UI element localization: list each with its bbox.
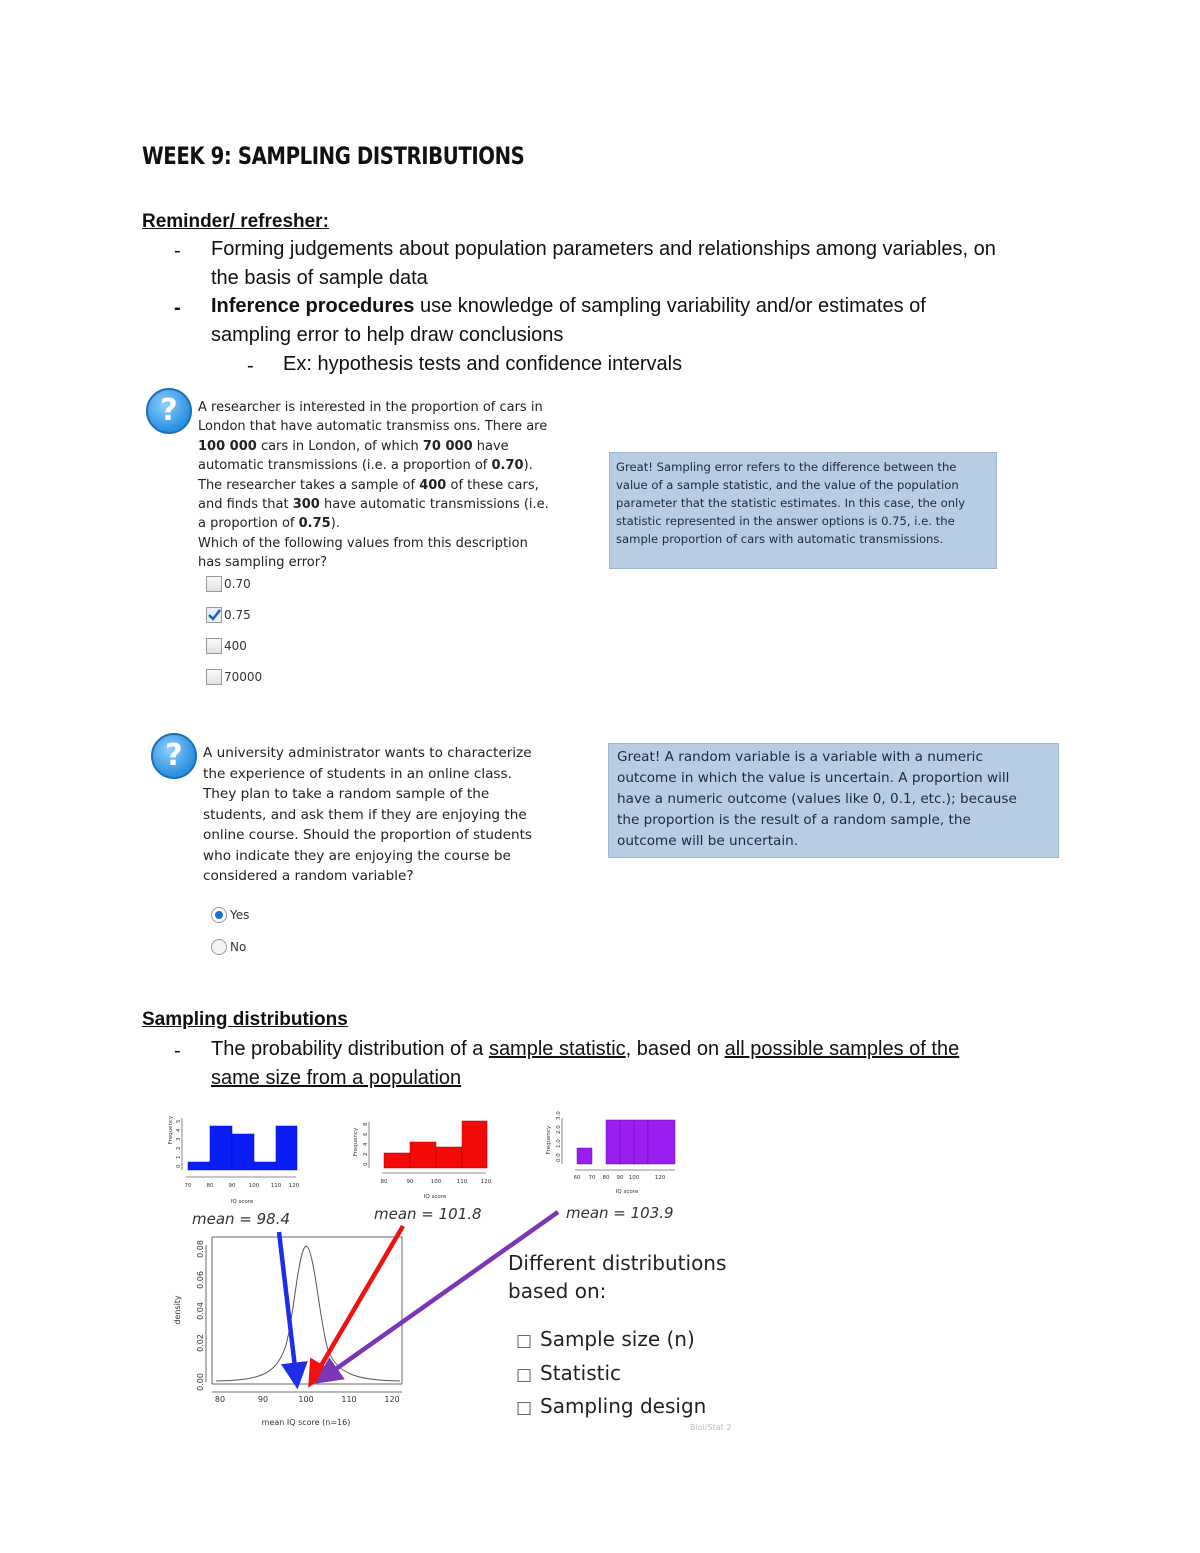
feedback-line: statistic represented in the answer options is 0.75, i.e. the (616, 514, 955, 528)
feedback-line: the proportion is the result of a random sample, the (617, 812, 971, 828)
hist-xlabel: IQ score (230, 1199, 254, 1205)
checkbox-icon: □ (516, 1398, 533, 1418)
tick: 0 (363, 1162, 369, 1166)
q1-line: has sampling error? (198, 555, 327, 571)
q1-line: automatic transmissions (i.e. a proportion of 0.70). (198, 458, 533, 474)
radio-dot (215, 911, 223, 919)
tick: 5 (176, 1119, 182, 1123)
tick: 110 (456, 1179, 468, 1185)
tick: 120 (654, 1175, 666, 1181)
feedback-line: outcome will be uncertain. (617, 833, 799, 849)
feedback-box-1 (609, 452, 997, 569)
question-icon: ? (151, 733, 197, 779)
plot-frame (212, 1237, 402, 1384)
density-curve (216, 1246, 400, 1381)
bar (634, 1120, 648, 1164)
radio-no[interactable] (211, 939, 227, 955)
tick: 3 (176, 1137, 182, 1141)
tick: 110 (270, 1183, 282, 1189)
bar (462, 1121, 487, 1168)
sub-bullet-dash: - (247, 355, 254, 377)
q1-line: a proportion of 0.75). (198, 516, 340, 532)
bar (606, 1120, 620, 1164)
tick: 80 (206, 1183, 214, 1189)
bar (210, 1126, 232, 1170)
diff-item: Sample size (n) (540, 1327, 695, 1351)
tick: 2.0 (556, 1125, 562, 1134)
bullet-1-line-2: the basis of sample data (211, 267, 428, 289)
diff-item: Sampling design (540, 1394, 707, 1418)
tick: 0.0 (556, 1153, 562, 1162)
feedback-line: value of a sample statistic, and the value of the population (616, 478, 959, 492)
density-plot (173, 1237, 402, 1427)
tick: 90 (257, 1395, 269, 1404)
bullet-1-line-1: Forming judgements about population parameters and relationships among variables, on (211, 238, 996, 260)
feedback-line: sample proportion of cars with automatic transmissions. (616, 532, 944, 546)
tick: 2 (176, 1146, 182, 1150)
density-xlabel: mean IQ score (n=16) (261, 1418, 351, 1427)
bar (188, 1162, 210, 1170)
sub-bullet: Ex: hypothesis tests and confidence intervals (283, 353, 683, 375)
q2-line: students, and ask them if they are enjoying the (203, 806, 527, 823)
checkbox-option-4[interactable] (206, 669, 222, 685)
tick: 90 (616, 1175, 624, 1181)
checkbox-option-1[interactable] (206, 576, 222, 592)
feedback-line: Great! Sampling error refers to the difference between the (616, 460, 957, 474)
tick: 80 (602, 1175, 610, 1181)
tick: 110 (341, 1395, 357, 1404)
radio-label: No (230, 940, 247, 954)
tick: 60 (573, 1175, 581, 1181)
sampling-heading: Sampling distributions (142, 1009, 348, 1030)
q1-line: Which of the following values from this description (198, 535, 528, 551)
sampling-definition: The probability distribution of a sample statistic, based on all possible samples of the same size from a population (211, 1038, 960, 1089)
bullet-2-bold: Inference procedures (211, 295, 415, 317)
bullet-2-rest: use knowledge of sampling variability and/or estimates of (414, 295, 926, 317)
hist-ylabel: Frequency (353, 1127, 359, 1157)
q2-line: the experience of students in an online class. (203, 765, 512, 782)
feedback-line: parameter that the statistic estimates. In this case, the only (616, 496, 966, 510)
tick: 0 (176, 1164, 182, 1168)
bar (276, 1126, 297, 1170)
checkbox-option-2-checked[interactable] (206, 607, 222, 623)
diff-heading-line-2: based on: (508, 1279, 607, 1303)
tick: 90 (228, 1183, 236, 1189)
feedback-line: Great! A random variable is a variable with a numeric (617, 749, 983, 765)
bullet-dash: - (174, 1040, 181, 1062)
question-1-text (198, 398, 578, 573)
bar (620, 1120, 634, 1164)
radio-label: Yes (230, 908, 250, 922)
reminder-heading: Reminder/ refresher: (142, 211, 329, 232)
checkbox-icon: □ (516, 1331, 533, 1351)
tick: 6 (363, 1132, 369, 1136)
page-title: WEEK 9: SAMPLING DISTRIBUTIONS (142, 142, 525, 170)
check-icon (207, 608, 221, 622)
q1-line: and finds that 300 have automatic transmissions (i.e. (198, 497, 549, 513)
tick: 3.0 (556, 1111, 562, 1120)
tick: 80 (380, 1179, 388, 1185)
histogram-red (353, 1121, 492, 1200)
bar (232, 1134, 254, 1170)
mean-label-blue: mean = 98.4 (192, 1210, 291, 1228)
feedback-line: outcome in which the value is uncertain. A proportion will (617, 770, 1010, 786)
bar (384, 1153, 410, 1168)
tick: 0.00 (196, 1373, 205, 1391)
bar (410, 1142, 436, 1168)
tick: 90 (406, 1179, 414, 1185)
tick: 120 (480, 1179, 492, 1185)
hist-xlabel: IQ score (615, 1189, 639, 1195)
diff-heading-line-1: Different distributions (508, 1251, 727, 1275)
hist-xlabel: IQ score (423, 1194, 447, 1200)
option-label: 400 (224, 639, 247, 653)
checkbox-icon: □ (516, 1365, 533, 1385)
tick: 100 (628, 1175, 640, 1181)
slide-footer: Biol/Stat 2 (690, 1423, 732, 1432)
hist-ylabel: Frequency (168, 1115, 174, 1145)
question-icon: ? (146, 388, 192, 434)
bar (577, 1148, 592, 1164)
q2-line: They plan to take a random sample of the (203, 786, 490, 802)
bullet-1 (211, 235, 1111, 293)
diff-item: Statistic (540, 1361, 622, 1385)
tick: 1.0 (556, 1139, 562, 1148)
bar (436, 1147, 462, 1168)
histogram-purple (546, 1111, 675, 1195)
bullet-2-line-2: sampling error to help draw conclusions (211, 324, 564, 346)
tick: 0.02 (196, 1334, 205, 1352)
radio-yes-selected[interactable] (211, 907, 227, 923)
tick: 120 (384, 1395, 400, 1404)
q2-line: A university administrator wants to characterize (203, 745, 532, 761)
tick: 120 (288, 1183, 300, 1189)
bullet-2 (211, 292, 1111, 350)
mean-label-purple: mean = 103.9 (566, 1204, 674, 1222)
bar (648, 1120, 675, 1164)
option-label: 0.70 (224, 577, 251, 591)
bar (254, 1162, 276, 1170)
mean-label-red: mean = 101.8 (374, 1205, 482, 1223)
tick: 100 (430, 1179, 442, 1185)
tick: 4 (363, 1142, 369, 1146)
feedback-box-2 (608, 743, 1059, 858)
q1-line: London that have automatic transmiss ons. There are (198, 419, 548, 435)
q2-line: online course. Should the proportion of students (203, 827, 533, 843)
tick: 0.06 (196, 1271, 205, 1289)
tick: 4 (176, 1128, 182, 1132)
histogram-blue (168, 1115, 300, 1205)
tick: 70 (184, 1183, 192, 1189)
tick: 0.04 (196, 1302, 205, 1320)
feedback-line: have a numeric outcome (values like 0, 0.1, etc.); because (617, 791, 1017, 807)
tick: 80 (214, 1395, 226, 1404)
tick: 2 (363, 1152, 369, 1156)
bullet-dash: - (174, 240, 181, 262)
hist-ylabel: Frequency (546, 1125, 552, 1155)
tick: 0.08 (196, 1240, 205, 1258)
q1-line: The researcher takes a sample of 400 of these cars, (198, 477, 539, 493)
q1-line: A researcher is interested in the proportion of cars in (198, 400, 543, 415)
tick: 8 (363, 1122, 369, 1126)
option-label: 0.75 (224, 608, 251, 622)
option-label: 70000 (224, 670, 263, 684)
q1-line: 100 000 cars in London, of which 70 000 have (198, 438, 509, 454)
q2-line: considered a random variable? (203, 868, 414, 884)
q2-line: who indicate they are enjoying the course be (203, 847, 511, 864)
question-2-text (203, 743, 583, 887)
tick: 100 (298, 1395, 314, 1404)
sampling-distribution-diagram (160, 1100, 780, 1450)
tick: 1 (176, 1155, 182, 1159)
tick: 100 (248, 1183, 260, 1189)
density-ylabel: density (173, 1295, 182, 1325)
tick: 70 (588, 1175, 596, 1181)
checkbox-option-3[interactable] (206, 638, 222, 654)
bullet-dash: - (174, 297, 181, 319)
